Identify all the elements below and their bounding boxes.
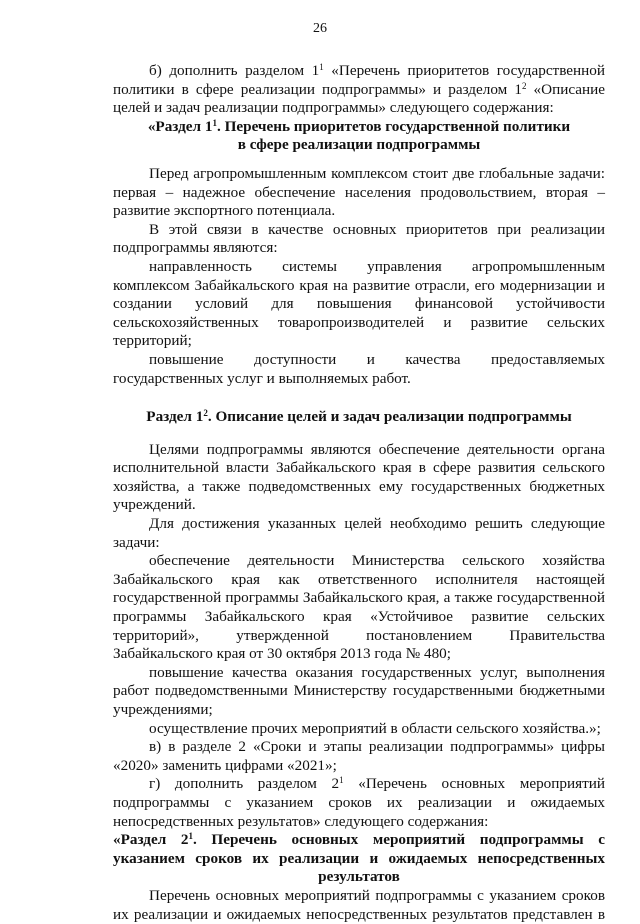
section-heading-2-1: «Раздел $2^1$. Перечень основных мероприятий подпрограммы с указанием сроков их реализации и ожидаемых непосредственных результатов: [113, 831, 605, 886]
superscript: 1: [319, 62, 324, 73]
paragraph-item-b: б) дополнить разделом $1^1$ «Перечень приоритетов государственной политики в сфере реализации подпрограммы» и разделом $1^2$ «Описание целей и задач реализации подпрограммы» следующего содержания:: [113, 62, 605, 117]
superscript: 1: [188, 831, 193, 842]
paragraph-last: Перечень основных мероприятий подпрограммы с указанием сроков их реализации и ожидаемых непосредственных результатов представлен в: [113, 886, 605, 923]
paragraph-challenges: Перед агропромышленным комплексом стоит две глобальные задачи: первая – надежное обеспечение населения продовольствием, вторая – развитие экспортного потенциала.: [113, 164, 605, 220]
superscript: 1: [339, 775, 344, 786]
paragraph-tasks-intro: Для достижения указанных целей необходимо решить следующие задачи:: [113, 515, 605, 551]
paragraph-priority-1: направленность системы управления агропромышленным комплексом Забайкальского края на развитие отрасли, его модернизации и создании условий для повышения финансовой устойчивости сельскохозяйственных товаропроизводителей и развитие сельских территорий;: [113, 257, 605, 350]
section-heading-1-2: Раздел $1^2$. Описание целей и задач реализации подпрограммы: [146, 408, 572, 426]
superscript: 2: [521, 80, 527, 91]
paragraph-item-g: г) дополнить разделом $2^1$ «Перечень основных мероприятий подпрограммы с указанием сроков их реализации и ожидаемых непосредственных результатов» следующего содержания:: [113, 775, 605, 830]
page-number: 26: [313, 21, 327, 36]
paragraph-task-2: повышение качества оказания государственных услуг, выполнения работ подведомственными Министерству государственными бюджетными учреждениями;: [113, 663, 605, 718]
paragraph-item-v: в) в разделе 2 «Сроки и этапы реализации подпрограммы» цифры «2020» заменить цифрами «2021»;: [113, 738, 605, 774]
paragraph-task-3: осуществление прочих мероприятий в области сельского хозяйства.»;: [149, 719, 601, 737]
paragraph-priority-2: повышение доступности и качества предоставляемых государственных услуг и выполняемых работ.: [113, 350, 605, 387]
superscript: 2: [203, 408, 208, 419]
paragraph-priorities-intro: В этой связи в качестве основных приоритетов при реализации подпрограммы являются:: [113, 220, 605, 257]
document-body: [113, 62, 605, 924]
paragraph-task-1: обеспечение деятельности Министерства сельского хозяйства Забайкальского края как ответственного исполнителя настоящей государственной программы Забайкальского края, а также государственной программы Забайкальского края «Устойчивое развитие сельских территорий», утвержденной постановлением Правительства Забайкальского края от 30 октября 2013 года № 480;: [113, 552, 605, 663]
section-heading-1-1: «Раздел $1^1$. Перечень приоритетов государственной политики в сфере реализации подпрограммы: [147, 117, 571, 154]
paragraph-goals: Целями подпрограммы являются обеспечение деятельности органа исполнительной власти Забайкальского края в сфере развития сельского хозяйства, а также подведомственных ему государственных бюджетных учреждений.: [113, 440, 605, 514]
superscript: 1: [212, 117, 217, 128]
